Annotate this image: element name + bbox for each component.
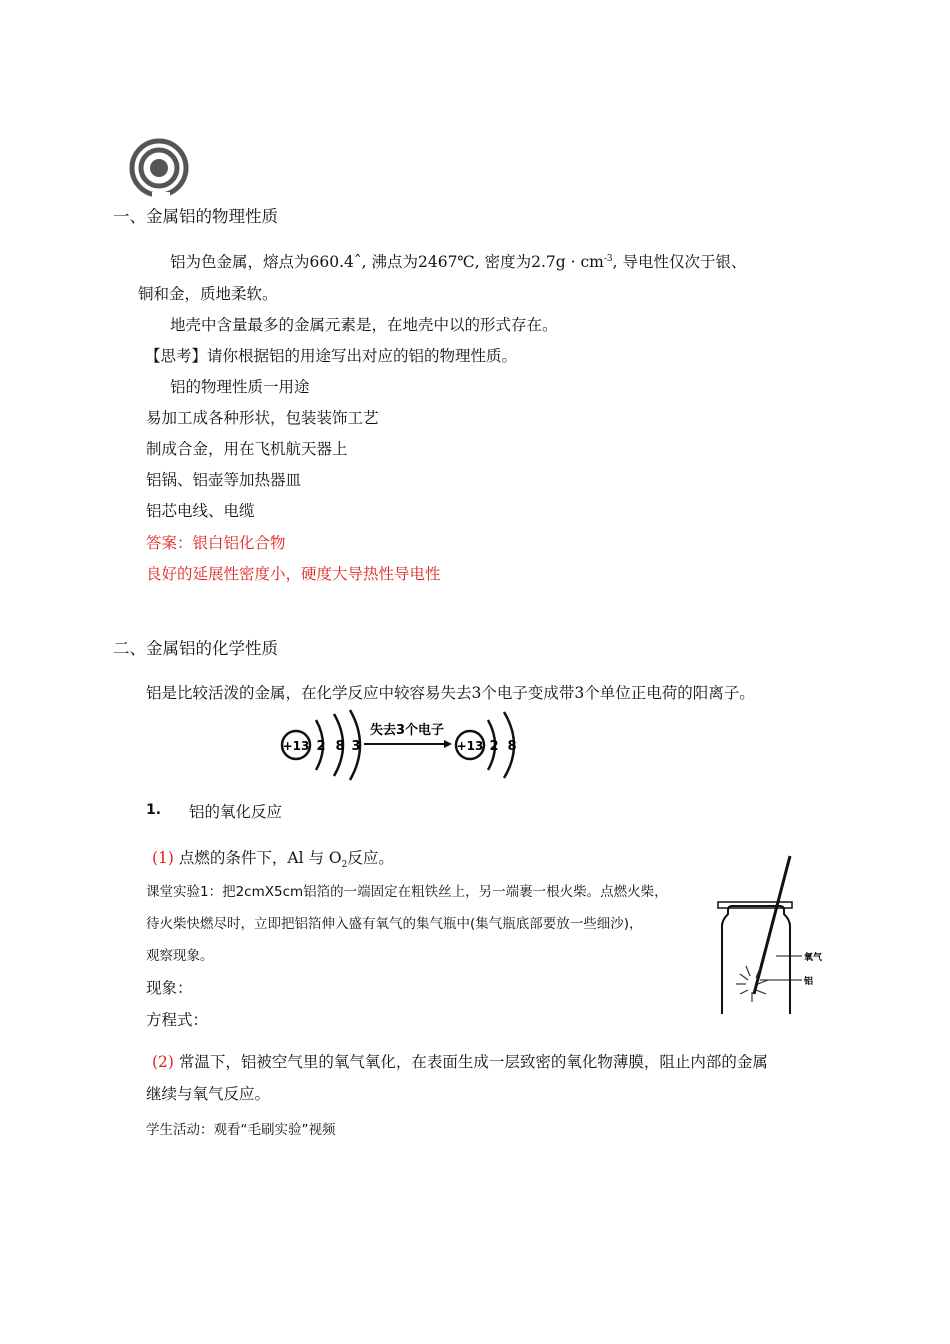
experiment1-line3: 观察现象。 xyxy=(146,948,214,964)
item2-cont: 继续与氧气反应。 xyxy=(146,1085,271,1103)
experiment1-line1: 课堂实验1：把2cmX5cm铝箔的一端固定在粗铁丝上，另一端裹一根火柴。点燃火柴， xyxy=(146,884,668,900)
arrow-label: 失去3个电子 xyxy=(369,723,445,738)
nucleus-label: +13 xyxy=(282,739,310,753)
shell-electrons: 8 xyxy=(335,739,345,754)
section2-heading: 二、金属铝的化学性质 xyxy=(113,639,278,658)
experiment1-line2: 待火柴快燃尽时，立即把铝箔伸入盛有氧气的集气瓶中(集气瓶底部要放一些细沙)， xyxy=(146,916,643,932)
subsection-number: 1. xyxy=(146,802,162,818)
section1-heading: 一、金属铝的物理性质 xyxy=(113,207,278,226)
item1: (1) 点燃的条件下，Al 与 $O_2$反应。 xyxy=(152,849,394,871)
section1-paragraph2: 地壳中含量最多的金属元素是，在地壳中以的形式存在。 xyxy=(170,316,558,334)
use-item: 铝芯电线、电缆 xyxy=(146,502,255,520)
section1-paragraph1-cont: 铜和金，质地柔软。 xyxy=(138,285,278,303)
phenomenon-label: 现象： xyxy=(146,979,193,997)
iron-wire xyxy=(754,856,790,994)
property-use-title: 铝的物理性质一用途 xyxy=(170,378,310,396)
use-item: 制成合金，用在飞机航天器上 xyxy=(146,440,348,458)
shell-electrons: 8 xyxy=(507,739,517,754)
answer-line1: 答案：银白铝化合物 xyxy=(146,534,286,552)
bottle-label-oxygen: 氧气 xyxy=(804,953,823,963)
item2: (2) 常温下，铝被空气里的氧气氧化，在表面生成一层致密的氧化物薄膜，阻止内部的金属 xyxy=(152,1053,768,1071)
atom-structure-diagram xyxy=(272,708,532,784)
shell-electrons: 3 xyxy=(351,739,361,754)
student-activity: 学生活动：观看“毛刷实验”视频 xyxy=(146,1122,336,1138)
flame-sparks xyxy=(736,966,768,1002)
answer-line2: 良好的延展性密度小，硬度大导热性导电性 xyxy=(146,565,441,583)
bottle-label-aluminum: 铝 xyxy=(804,977,814,987)
section2-intro: 铝是比较活泼的金属，在化学反应中较容易失去3个电子变成带3个单位正电荷的阳离子。 xyxy=(146,684,755,702)
think-prompt: 【思考】请你根据铝的用途写出对应的铝的物理性质。 xyxy=(145,347,518,365)
gas-bottle-illustration xyxy=(716,852,840,1016)
shell-electrons: 2 xyxy=(316,739,326,754)
equation-label: 方程式： xyxy=(146,1011,209,1029)
use-item: 铝锅、铝壶等加热器皿 xyxy=(146,471,302,489)
section1-paragraph1: 铝为色金属，熔点为660.4ˆ, 沸点为2467℃, 密度为$2.7g \cdot cm^{-3}$, 导电性仅次于银、 xyxy=(170,253,747,271)
nucleus-label: +13 xyxy=(456,739,484,753)
shell-electrons: 2 xyxy=(489,739,499,754)
use-item: 易加工成各种形状，包装装饰工艺 xyxy=(146,409,379,427)
target-icon xyxy=(128,138,190,198)
bottle-neck xyxy=(722,906,790,926)
subsection-title: 铝的氧化反应 xyxy=(189,803,283,821)
